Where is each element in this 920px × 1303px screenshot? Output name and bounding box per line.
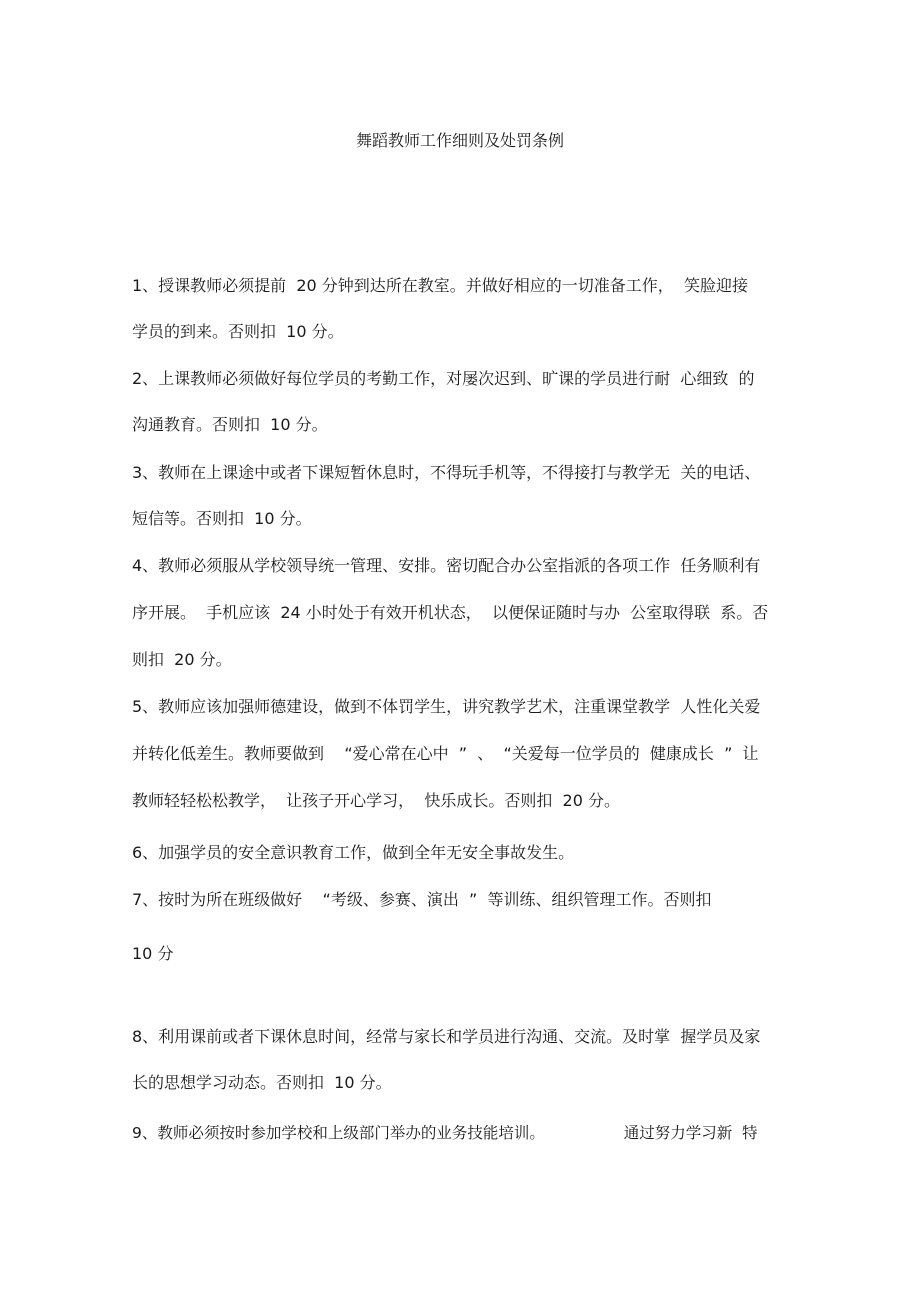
text-line: 长的思想学习动态。否则扣 10 分。 — [132, 1073, 392, 1092]
text-line: 2、上课教师必须做好每位学员的考勤工作，对屡次迟到、旷课的学员进行耐 心细致 的 — [132, 369, 755, 388]
text-line: 6、加强学员的安全意识教育工作，做到全年无安全事故发生。 — [132, 843, 575, 862]
text-line: 9、教师必须按时参加学校和上级部门举办的业务技能培训。 通过努力学习新 特 — [132, 1124, 758, 1142]
text-line: 3、教师在上课途中或者下课短暂休息时，不得玩手机等，不得接打与教学无 关的电话、 — [132, 463, 761, 482]
text-line: 教师轻轻松松教学， 让孩子开心学习， 快乐成长。否则扣 20 分。 — [132, 791, 620, 810]
text-line: 8、利用课前或者下课休息时间，经常与家长和学员进行沟通、交流。及时掌 握学员及家 — [132, 1027, 761, 1046]
text-line: 学员的到来。否则扣 10 分。 — [132, 322, 344, 341]
text-line: 4、教师必须服从学校领导统一管理、安排。密切配合办公室指派的各项工作 任务顺利有 — [132, 556, 761, 575]
text-line: 1、授课教师必须提前 20 分钟到达所在教室。并做好相应的一切准备工作， 笑脸迎接 — [132, 276, 748, 295]
text-line: 短信等。否则扣 10 分。 — [132, 509, 312, 528]
document-title: 舞蹈教师工作细则及处罚条例 — [355, 131, 564, 150]
text-line: 5、教师应该加强师德建设，做到不体罚学生，讲究教学艺术，注重课堂教学 人性化关爱 — [132, 697, 761, 716]
text-line: 10 分 — [132, 944, 174, 963]
text-line: 并转化低差生。教师要做到 “爱心常在心中 ” 、 “关爱每一位学员的 健康成长 ” 让 — [132, 744, 759, 763]
text-line: 7、按时为所在班级做好 “考级、参赛、演出 ” 等训练、组织管理工作。否则扣 — [132, 890, 712, 909]
text-line: 则扣 20 分。 — [132, 650, 232, 669]
text-line: 序开展。 手机应该 24 小时处于有效开机状态， 以便保证随时与办 公室取得联 系。否 — [132, 603, 769, 622]
text-line: 沟通教育。否则扣 10 分。 — [132, 415, 328, 434]
